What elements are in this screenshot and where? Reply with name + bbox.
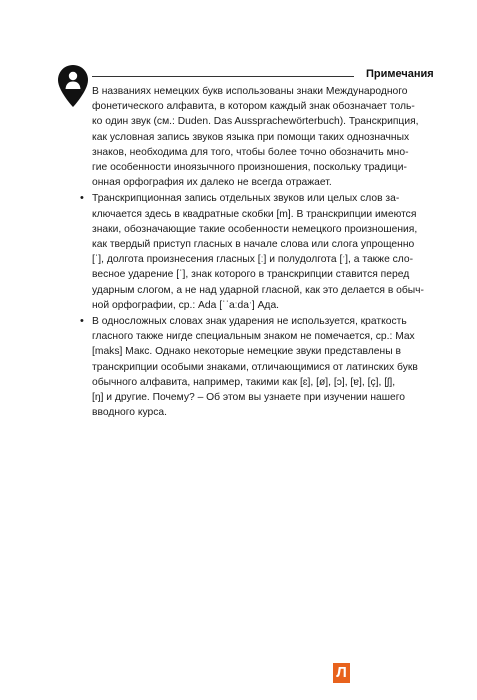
header-rule: [92, 76, 354, 77]
note-line: весное ударение [ˈ], знак которого в транскрипции ставится перед: [92, 269, 410, 281]
note-line: как твердый приступ гласных в начале слова или слога упрощенно: [92, 239, 415, 251]
note-line: онная орфография их далеко не всегда отражает.: [92, 177, 332, 189]
note-3: [78, 314, 416, 420]
note-line: вводного курса.: [92, 407, 167, 419]
note-line: как условная запись звуков языка при помощи таких однозначных: [92, 131, 410, 143]
note-line: [ŋ] и другие. Почему? – Об этом вы узнаете при изучении нашего: [92, 392, 406, 404]
note-line: ной орфографии, ср.: Ada [ˈˈaːdaˑ] Ада.: [92, 299, 280, 311]
note-line: В односложных словах знак ударения не используется, краткость: [92, 316, 407, 328]
bullet: •: [80, 192, 84, 205]
note-line: гласного также нигде специальным знаком не помечается, ср.: Max: [92, 331, 415, 343]
bullet: •: [80, 315, 84, 328]
note-1: [78, 84, 419, 190]
note-line: транскрипции особыми знаками, отличающимися от латинских букв: [92, 361, 418, 373]
note-line: фонетического алфавита, в котором каждый знак обозначает толь-: [92, 101, 415, 113]
note-line: ударным слогом, а не над ударной гласной, как это делается в обыч-: [92, 284, 424, 296]
publisher-logo: Л: [333, 663, 350, 683]
note-line: Транскрипционная запись отдельных звуков или целых слов за-: [92, 193, 400, 205]
bullet: •: [80, 85, 84, 97]
notes-list: [78, 84, 424, 421]
notes-title: Примечания: [366, 68, 434, 80]
note-2: [78, 191, 424, 313]
note-line: ко один звук (см.: Duden. Das Aussprachewörterbuch). Транскрипция,: [92, 116, 419, 128]
note-line: В названиях немецких букв использованы знаки Международного: [92, 86, 408, 97]
note-line: [ˈ], долгота произнесения гласных [ː] и полудолгота [ˑ], а также сло-: [92, 254, 414, 266]
note-line: знаков, необходима для того, чтобы более точно обозначить мно-: [92, 146, 409, 158]
note-line: ключается здесь в квадратные скобки [m]. В транскрипции имеются: [92, 208, 417, 220]
note-line: обычного алфавита, например, такими как [ɛ], [ø], [ɔ], [ɐ], [ç], [ʃ],: [92, 376, 396, 388]
note-line: знаки, обозначающие такие особенности немецкого произношения,: [92, 223, 418, 235]
note-line: [maks] Макс. Однако некоторые немецкие звуки представлены в: [92, 346, 401, 358]
note-line: гие особенности иноязычного произношения, поскольку традици-: [92, 162, 407, 174]
